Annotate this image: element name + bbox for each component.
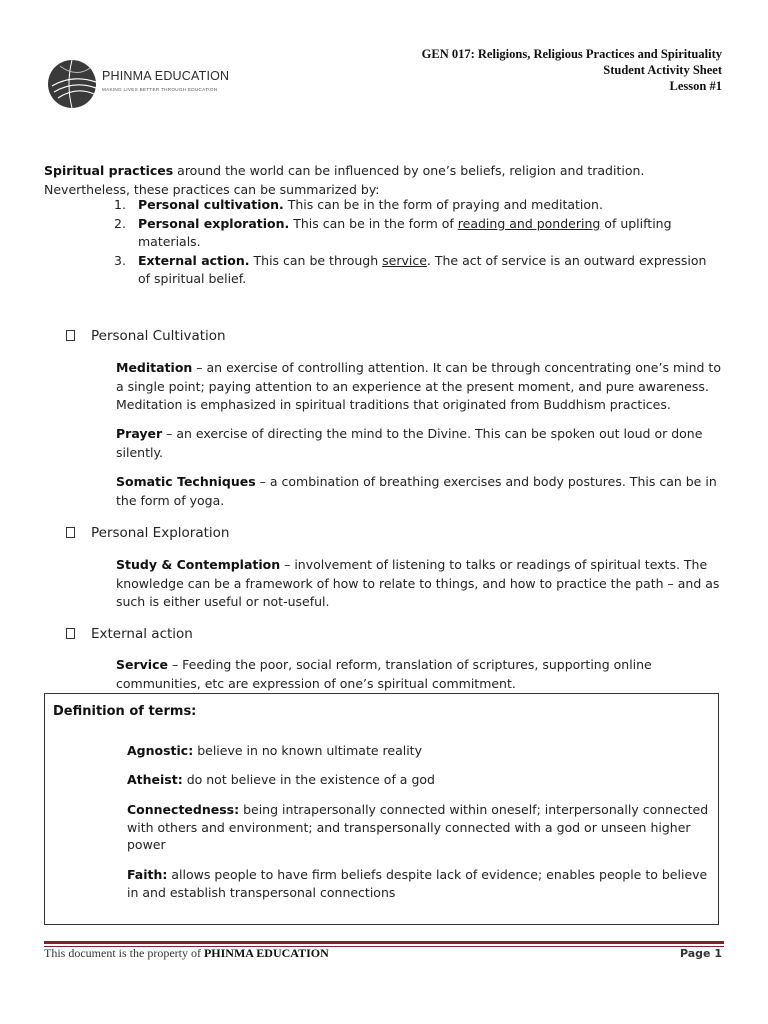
section-heading-text: External action bbox=[91, 626, 193, 642]
list-number: 2. bbox=[114, 215, 126, 231]
entry-text: – involvement of listening to talks or readings of spiritual texts. The knowledge can be a framework of how to relate to things, and how to practice the path – and as such is either useful or not-useful. bbox=[116, 557, 720, 609]
logo-tagline: MAKING LIVES BETTER THROUGH EDUCATION bbox=[102, 87, 218, 92]
logo-name: PHINMA EDUCATION bbox=[102, 69, 230, 83]
checkbox-square-icon bbox=[66, 527, 75, 538]
section-heading-text: Personal Exploration bbox=[91, 525, 230, 541]
list-term: Personal exploration. bbox=[138, 215, 290, 231]
definition-text: believe in no known ultimate reality bbox=[193, 743, 422, 758]
sheet-title: Student Activity Sheet bbox=[603, 63, 722, 77]
list-item bbox=[114, 215, 714, 252]
entry-somatic bbox=[116, 473, 726, 510]
definition-connectedness bbox=[127, 801, 712, 854]
practices-list bbox=[114, 196, 714, 289]
definition-atheist bbox=[127, 771, 712, 789]
list-text-end: . The act of service is an outward expression of spiritual belief. bbox=[138, 252, 707, 286]
list-term: Personal cultivation. bbox=[138, 197, 284, 212]
list-underline: service bbox=[382, 252, 427, 268]
list-term: External action. bbox=[138, 252, 250, 268]
definition-text: being intrapersonally connected within oneself; interpersonally connected with others and environment; and transpersonally connected with a god or unseen higher power bbox=[127, 802, 709, 852]
section-heading-cultivation bbox=[66, 327, 226, 345]
entry-term: Meditation bbox=[116, 360, 193, 375]
definition-agnostic bbox=[127, 742, 712, 760]
checkbox-square-icon bbox=[66, 330, 75, 341]
list-number: 1. bbox=[114, 197, 126, 212]
checkbox-square-icon bbox=[66, 628, 75, 639]
entry-term: Prayer bbox=[116, 426, 163, 441]
entry-text: – a combination of breathing exercises and body postures. This can be in the form of yoga. bbox=[116, 474, 717, 508]
definition-term: Agnostic: bbox=[127, 743, 194, 758]
list-text: This can be through bbox=[249, 252, 383, 268]
definitions-title: Definition of terms: bbox=[53, 704, 197, 719]
definitions-box bbox=[44, 693, 719, 925]
globe-logo-icon bbox=[46, 56, 98, 112]
list-underline: reading and pondering bbox=[457, 215, 601, 231]
entry-term: Somatic Techniques bbox=[116, 474, 256, 489]
list-text-end: of uplifting materials. bbox=[138, 215, 672, 249]
course-title: GEN 017: Religions, Religious Practices and Spirituality bbox=[421, 47, 722, 61]
list-number: 3. bbox=[114, 252, 126, 268]
definition-text: allows people to have firm beliefs despite lack of evidence; enables people to believe in and establish transpersonal connections bbox=[127, 867, 708, 900]
definition-faith bbox=[127, 866, 712, 901]
entry-prayer bbox=[116, 425, 726, 462]
entry-text: – an exercise of controlling attention. It can be through concentrating one’s mind to a single point; paying attention to an experience at the present moment, and pure awareness. Meditation is emphasized in spiritual traditions that originated from Buddhism practices. bbox=[116, 360, 721, 412]
definition-term: Connectedness: bbox=[127, 802, 240, 817]
list-item bbox=[114, 196, 714, 215]
list-text: This can be in the form of praying and meditation. bbox=[283, 197, 603, 212]
definition-text: do not believe in the existence of a god bbox=[182, 772, 435, 787]
entry-study bbox=[116, 556, 726, 612]
definition-term: Faith: bbox=[127, 867, 168, 882]
document-header bbox=[422, 46, 722, 94]
section-heading-text: Personal Cultivation bbox=[91, 328, 226, 344]
entry-term: Study & Contemplation bbox=[116, 557, 281, 572]
footer-owner: PHINMA EDUCATION bbox=[203, 946, 329, 960]
list-text: This can be in the form of bbox=[289, 215, 458, 231]
phinma-logo bbox=[46, 56, 230, 112]
footer-prefix: This document is the property of bbox=[44, 946, 204, 960]
intro-text: around the world can be influenced by one’s beliefs, religion and tradition. Nevertheless, these practices can be summarized by: bbox=[44, 163, 645, 197]
definition-term: Atheist: bbox=[127, 772, 183, 787]
footer-rule-thick bbox=[44, 941, 724, 944]
intro-term: Spiritual practices bbox=[44, 163, 174, 178]
entry-meditation bbox=[116, 359, 726, 415]
lesson-number: Lesson #1 bbox=[669, 79, 722, 93]
entry-text: – an exercise of directing the mind to the Divine. This can be spoken out loud or done silently. bbox=[116, 426, 703, 460]
footer-ownership bbox=[44, 946, 329, 961]
list-item bbox=[114, 252, 714, 289]
entry-service bbox=[116, 656, 726, 693]
entry-text: – Feeding the poor, social reform, translation of scriptures, supporting online communities, etc are expression of one’s spiritual commitment. bbox=[116, 657, 652, 691]
section-heading-action bbox=[66, 625, 193, 643]
page-number: Page 1 bbox=[679, 947, 722, 960]
section-heading-exploration bbox=[66, 524, 229, 542]
entry-term: Service bbox=[116, 657, 168, 672]
intro-paragraph bbox=[44, 162, 734, 199]
